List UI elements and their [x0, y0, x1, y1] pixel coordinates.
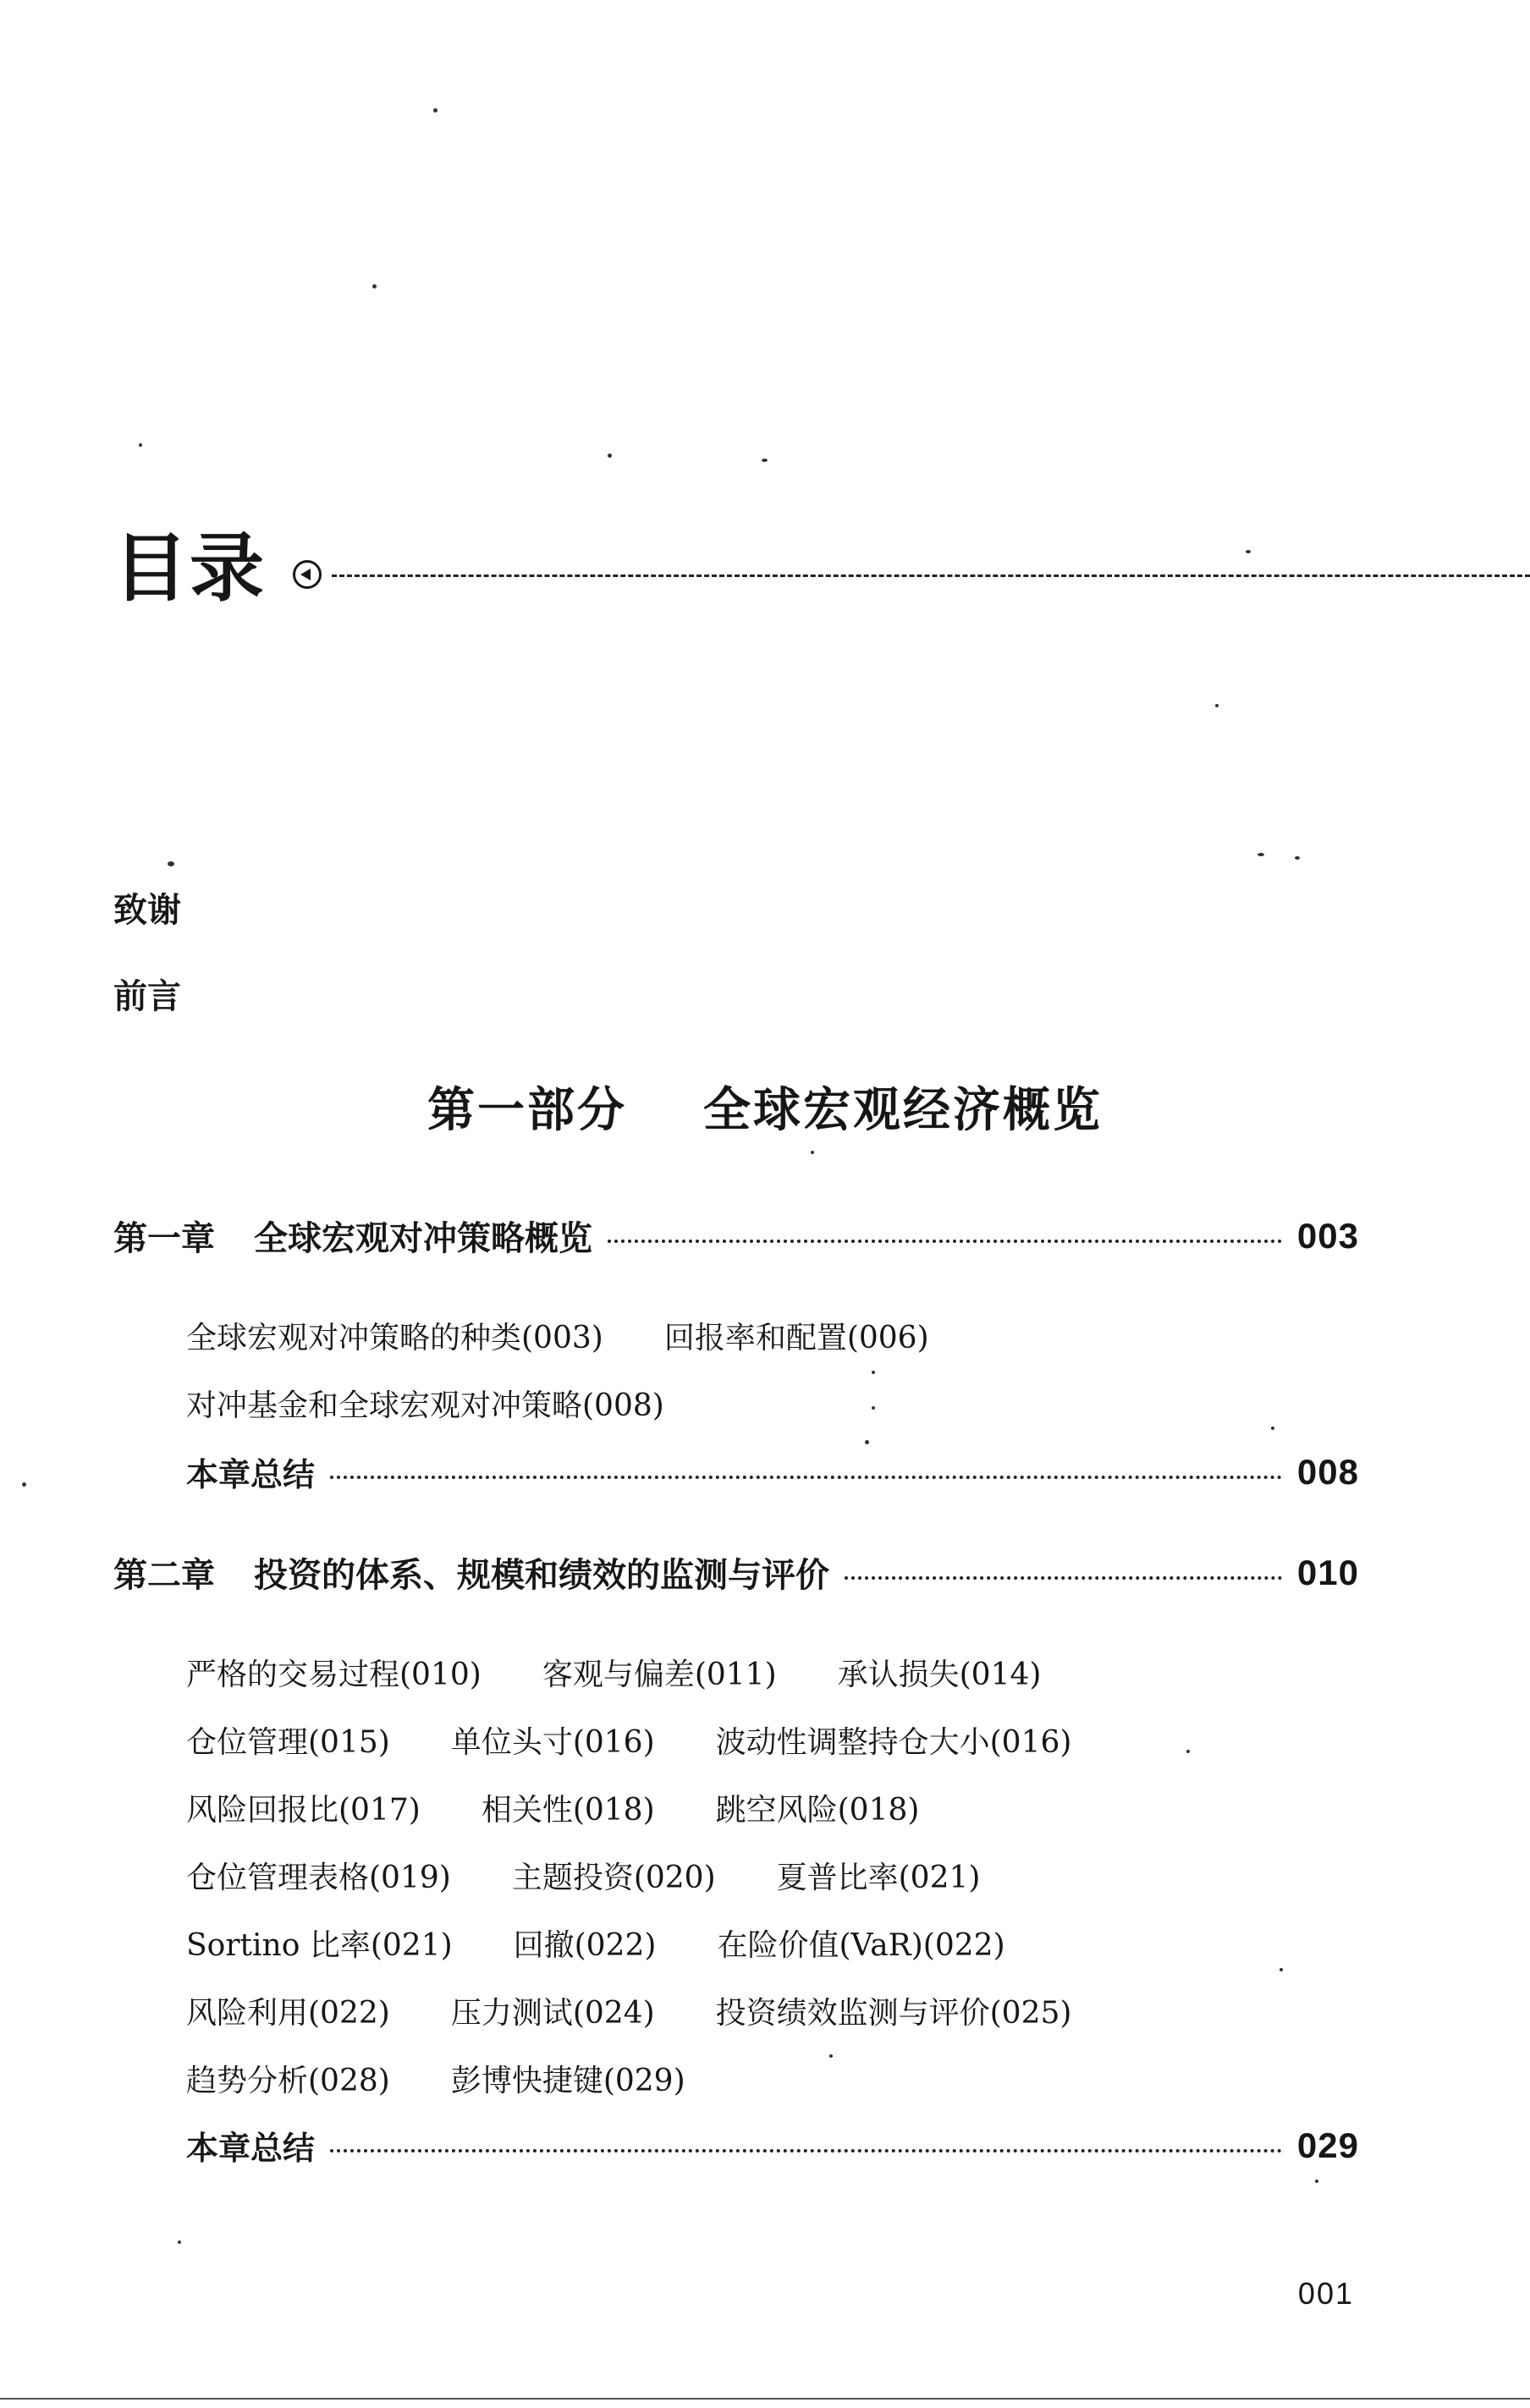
scan-speck — [1246, 550, 1251, 553]
title-dashed-rule — [332, 575, 1530, 577]
topic-line — [186, 1372, 990, 1440]
scan-speck — [1186, 1750, 1190, 1753]
scan-speck — [872, 1406, 875, 1410]
arrow-circle-icon — [293, 560, 322, 589]
toc-topic[interactable]: 承认损失(014) — [837, 1658, 1042, 1692]
toc-topic[interactable]: 对冲基金和全球宏观对冲策略(008) — [186, 1388, 664, 1423]
scan-speck — [178, 2240, 181, 2244]
summary-page-number: 008 — [1296, 1451, 1359, 1492]
toc-topic[interactable]: 在险价值(VaR)(022) — [717, 1928, 1005, 1963]
toc-topic[interactable]: 投资绩效监测与评价(025) — [715, 1996, 1072, 2031]
toc-item-acknowledgements[interactable]: 致谢 — [113, 891, 181, 930]
scan-speck — [829, 2054, 833, 2058]
part-heading: 第一部分 全球宏观经济概览 — [427, 1083, 1103, 1138]
toc-topic[interactable]: 回撤(022) — [513, 1928, 657, 1963]
toc-topic[interactable]: 单位头寸(016) — [450, 1725, 655, 1760]
toc-topic[interactable]: 夏普比率(021) — [776, 1861, 981, 1895]
toc-topic[interactable]: Sortino 比率(021) — [186, 1928, 453, 1963]
topic-line — [186, 1980, 1132, 2048]
summary-label: 本章总结 — [186, 2130, 316, 2167]
toc-topic[interactable]: 全球宏观对冲策略的种类(003) — [186, 1321, 603, 1355]
chapter-title: 全球宏观对冲策略概览 — [254, 1219, 592, 1258]
toc-topic[interactable]: 趋势分析(028) — [186, 2064, 390, 2098]
scan-speck — [372, 284, 377, 289]
toc-topic[interactable]: 风险回报比(017) — [186, 1793, 421, 1828]
scan-speck — [1215, 704, 1219, 707]
topic-line — [186, 1844, 1132, 1912]
chapter-page-number: 003 — [1296, 1215, 1359, 1256]
dot-leader — [608, 1240, 1282, 1243]
chapter-2-topics — [186, 1641, 1132, 2115]
toc-topic[interactable]: 风险利用(022) — [186, 1996, 390, 2031]
topic-line — [186, 1305, 990, 1372]
toc-topic[interactable]: 彭博快捷键(029) — [450, 2064, 685, 2098]
topic-line — [186, 1709, 1132, 1777]
summary-page-number: 029 — [1296, 2125, 1359, 2165]
page-title: 目录 — [113, 525, 267, 612]
page-number: 001 — [1297, 2276, 1354, 2311]
scan-speck — [811, 1151, 814, 1154]
scan-speck — [865, 1440, 869, 1444]
dot-leader — [330, 1476, 1282, 1479]
toc-topic[interactable]: 相关性(018) — [481, 1793, 655, 1828]
dot-leader — [330, 2149, 1282, 2152]
dot-leader — [845, 1576, 1282, 1580]
chapter-label: 第二章 — [113, 1556, 215, 1595]
page-bottom-edge — [0, 2398, 1530, 2400]
scan-speck — [762, 459, 768, 462]
toc-chapter-2-summary[interactable] — [186, 2122, 1359, 2169]
scan-speck — [1280, 1968, 1283, 1971]
toc-chapter-1-summary[interactable] — [186, 1449, 1359, 1495]
chapter-1-topics — [186, 1305, 990, 1440]
topic-line — [186, 1641, 1132, 1709]
toc-chapter-1[interactable] — [113, 1212, 1359, 1260]
toc-item-preface[interactable]: 前言 — [113, 977, 181, 1016]
scan-speck — [608, 454, 612, 458]
toc-topic[interactable]: 主题投资(020) — [511, 1861, 716, 1895]
toc-topic[interactable]: 压力测试(024) — [450, 1996, 655, 2031]
toc-topic[interactable]: 跳空风险(018) — [715, 1793, 920, 1828]
toc-chapter-2[interactable] — [113, 1548, 1359, 1597]
scan-speck — [22, 1482, 26, 1487]
toc-topic[interactable]: 客观与偏差(011) — [542, 1658, 777, 1692]
scan-speck — [139, 443, 142, 447]
toc-topic[interactable]: 波动性调整持仓大小(016) — [715, 1725, 1072, 1760]
topic-line — [186, 1912, 1132, 1980]
topic-line — [186, 2048, 1132, 2115]
scan-speck — [1258, 853, 1264, 856]
toc-topic[interactable]: 仓位管理表格(019) — [186, 1861, 451, 1895]
scan-speck — [872, 1371, 875, 1374]
chapter-label: 第一章 — [113, 1219, 215, 1258]
toc-topic[interactable]: 严格的交易过程(010) — [186, 1658, 482, 1692]
topic-line — [186, 1777, 1132, 1844]
scan-speck — [433, 108, 438, 113]
scan-speck — [1271, 1427, 1274, 1430]
toc-topic[interactable]: 仓位管理(015) — [186, 1725, 390, 1760]
chapter-title: 投资的体系、规模和绩效的监测与评价 — [254, 1556, 829, 1595]
scan-speck — [1295, 856, 1300, 860]
summary-label: 本章总结 — [186, 1456, 316, 1493]
scan-speck — [1315, 2180, 1318, 2183]
toc-topic[interactable]: 回报率和配置(006) — [663, 1321, 929, 1355]
chapter-page-number: 010 — [1296, 1552, 1359, 1592]
scan-speck — [168, 861, 174, 866]
